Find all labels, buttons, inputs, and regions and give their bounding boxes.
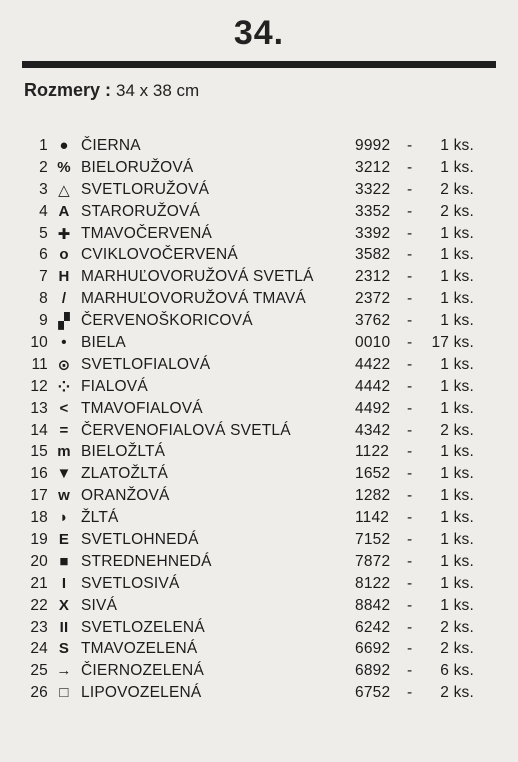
color-name: SVETLOSIVÁ [81,574,180,592]
four-dots-icon: ⁘ [57,378,71,396]
legend-row [0,443,518,465]
letter-s-icon: S [58,640,70,658]
quantity: 1 ks. [440,312,474,330]
plus-icon: ✚ [57,225,71,243]
quantity: 1 ks. [440,377,474,395]
color-code: 3322 [355,180,391,198]
color-code: 3762 [355,312,391,330]
color-code: 3582 [355,246,391,264]
color-code: 8122 [355,574,391,592]
legend-row [0,290,518,312]
color-code: 9992 [355,137,391,154]
quantity: 1 ks. [440,355,474,373]
separator-dash: - [407,268,413,286]
separator-dash: - [407,640,413,658]
separator-dash: - [407,158,413,176]
color-name: ČIERNOZELENÁ [81,662,204,680]
color-number: 21 [30,574,48,592]
color-code: 6242 [355,618,391,636]
color-code: 4422 [355,355,391,373]
quantity: 17 ks. [431,334,474,352]
separator-dash: - [407,312,413,330]
square-outline-icon: □ [59,684,69,702]
separator-dash: - [407,552,413,570]
separator-dash: - [407,290,413,308]
quantity: 2 ks. [440,684,474,702]
half-circle-icon: ◗ [59,509,69,527]
color-name: ZLATOŽLTÁ [81,465,169,483]
color-name: STREDNEHNEDÁ [81,552,212,570]
legend-row [0,684,518,706]
color-code: 2312 [355,268,391,286]
color-name: SVETLOZELENÁ [81,618,205,636]
double-bar-icon: II [59,618,69,636]
separator-dash: - [407,180,413,198]
color-code: 1652 [355,465,391,483]
color-number: 1 [39,137,48,154]
legend-row [0,400,518,422]
quantity: 2 ks. [440,421,474,439]
quantity: 1 ks. [440,246,474,264]
legend-row [0,225,518,247]
color-number: 26 [30,684,48,702]
circled-dot-icon: ⊙ [57,356,71,374]
legend-row [0,137,518,159]
legend-row [0,509,518,531]
color-name: ČIERNA [81,137,141,154]
color-number: 17 [30,487,48,505]
equals-icon: = [59,421,69,439]
color-code: 4442 [355,377,391,395]
color-name: MARHUĽOVORUŽOVÁ TMAVÁ [81,290,306,308]
separator-dash: - [407,443,413,461]
separator-dash: - [407,487,413,505]
color-name: ORANŽOVÁ [81,487,170,505]
color-number: 18 [30,509,48,527]
color-name: CVIKLOVOČERVENÁ [81,246,238,264]
color-name: TMAVOFIALOVÁ [81,399,203,417]
color-number: 20 [30,552,48,570]
quantity: 2 ks. [440,180,474,198]
down-triangle-icon: ▼ [56,465,72,483]
checker-squares-icon: ▞ [58,313,70,331]
dimensions-line [24,80,199,101]
dimensions-value: 34 x 38 cm [116,81,200,100]
quantity: 1 ks. [440,596,474,614]
color-name: BIELORUŽOVÁ [81,158,194,176]
color-name: STARORUŽOVÁ [81,202,201,220]
color-code: 7152 [355,531,391,549]
color-number: 9 [39,312,48,330]
color-name: LIPOVOZELENÁ [81,684,202,702]
legend-row [0,312,518,334]
color-number: 2 [39,158,48,176]
color-number: 25 [30,662,48,680]
quantity: 1 ks. [440,509,474,527]
percent-icon: % [57,158,71,176]
color-name: SVETLORUŽOVÁ [81,180,210,198]
legend-row [0,356,518,378]
separator-dash: - [407,596,413,614]
less-than-icon: < [59,399,69,417]
color-number: 8 [39,290,48,308]
legend-row [0,159,518,181]
legend-row [0,181,518,203]
color-number: 16 [30,465,48,483]
dimensions-label: Rozmery : [24,80,112,100]
color-name: ČERVENOŠKORICOVÁ [81,312,253,330]
color-code: 7872 [355,552,391,570]
color-name: BIELOŽLTÁ [81,443,166,461]
quantity: 1 ks. [440,399,474,417]
color-code: 4492 [355,399,391,417]
color-code: 6692 [355,640,391,658]
color-code: 1282 [355,487,391,505]
color-name: BIELA [81,334,126,352]
legend-row [0,334,518,356]
color-code: 1122 [355,443,390,461]
separator-dash: - [407,399,413,417]
legend-row [0,531,518,553]
separator-dash: - [407,202,413,220]
color-code: 2372 [355,290,391,308]
quantity: 1 ks. [440,158,474,176]
color-name: ČERVENOFIALOVÁ SVETLÁ [81,421,291,439]
quantity: 2 ks. [440,202,474,220]
legend-row [0,597,518,619]
color-code: 6892 [355,662,391,680]
separator-dash: - [407,465,413,483]
color-number: 5 [39,224,48,242]
legend-row [0,640,518,662]
color-number: 4 [39,202,48,220]
letter-x-icon: X [58,596,70,614]
separator-dash: - [407,246,413,264]
separator-dash: - [407,574,413,592]
color-number: 13 [30,399,48,417]
color-number: 7 [39,268,48,286]
color-number: 14 [30,421,48,439]
separator-dash: - [407,137,413,154]
color-name: MARHUĽOVORUŽOVÁ SVETLÁ [81,268,314,286]
legend-row [0,553,518,575]
separator-dash: - [407,224,413,242]
right-arrow-icon: → [56,662,72,680]
legend-row [0,203,518,225]
color-code: 8842 [355,596,391,614]
quantity: 1 ks. [440,574,474,592]
quantity: 1 ks. [440,552,474,570]
color-number: 3 [39,180,48,198]
quantity: 1 ks. [440,531,474,549]
color-code: 1142 [355,509,390,527]
legend-row [0,422,518,444]
color-name: ŽLTÁ [81,509,119,527]
letter-h-icon: H [58,268,70,286]
legend-row [0,619,518,641]
separator-dash: - [407,334,413,352]
color-code: 4342 [355,421,391,439]
letter-a-icon: A [58,202,70,220]
separator-dash: - [407,355,413,373]
separator-dash: - [407,509,413,527]
quantity: 2 ks. [440,618,474,636]
quantity: 1 ks. [440,443,474,461]
color-number: 6 [39,246,48,264]
small-circle-icon: o [59,246,69,264]
color-number: 23 [30,618,48,636]
separator-dash: - [407,421,413,439]
legend-row [0,268,518,290]
legend-row [0,487,518,509]
separator-dash: - [407,377,413,395]
color-name: TMAVOZELENÁ [81,640,198,658]
filled-square-icon: ■ [59,552,69,570]
legend-row [0,378,518,400]
color-code: 6752 [355,684,391,702]
color-number: 19 [30,531,48,549]
quantity: 1 ks. [440,137,474,154]
color-code: 3392 [355,224,391,242]
filled-circle-icon: ● [59,137,69,154]
letter-m-icon: m [57,443,71,461]
separator-dash: - [407,618,413,636]
color-number: 24 [30,640,48,658]
quantity: 1 ks. [440,268,474,286]
separator-dash: - [407,531,413,549]
heading-rule [22,61,496,68]
quantity: 2 ks. [440,640,474,658]
color-code: 3352 [355,202,391,220]
color-name: SIVÁ [81,596,118,614]
color-number: 10 [30,334,48,352]
letter-w-icon: w [58,487,70,505]
color-code: 0010 [355,334,391,352]
legend-row [0,246,518,268]
color-number: 15 [30,443,48,461]
color-legend [0,137,518,706]
color-number: 11 [31,355,48,373]
quantity: 1 ks. [440,290,474,308]
page-number: 34. [233,14,285,52]
dot-icon: • [61,334,67,352]
separator-dash: - [407,662,413,680]
quantity: 1 ks. [440,224,474,242]
quantity: 1 ks. [440,465,474,483]
color-code: 3212 [355,158,391,176]
color-number: 12 [30,377,48,395]
triangle-outline-icon: △ [58,181,70,199]
legend-row [0,662,518,684]
color-number: 22 [30,596,48,614]
letter-e-icon: E [58,531,70,549]
separator-dash: - [407,684,413,702]
bar-icon: I [61,574,67,592]
color-name: FIALOVÁ [81,377,148,395]
legend-row [0,575,518,597]
color-name: SVETLOHNEDÁ [81,531,199,549]
slash-icon: / [61,290,67,308]
color-name: TMAVOČERVENÁ [81,224,213,242]
quantity: 6 ks. [440,662,474,680]
quantity: 1 ks. [440,487,474,505]
color-name: SVETLOFIALOVÁ [81,355,211,373]
legend-row [0,465,518,487]
